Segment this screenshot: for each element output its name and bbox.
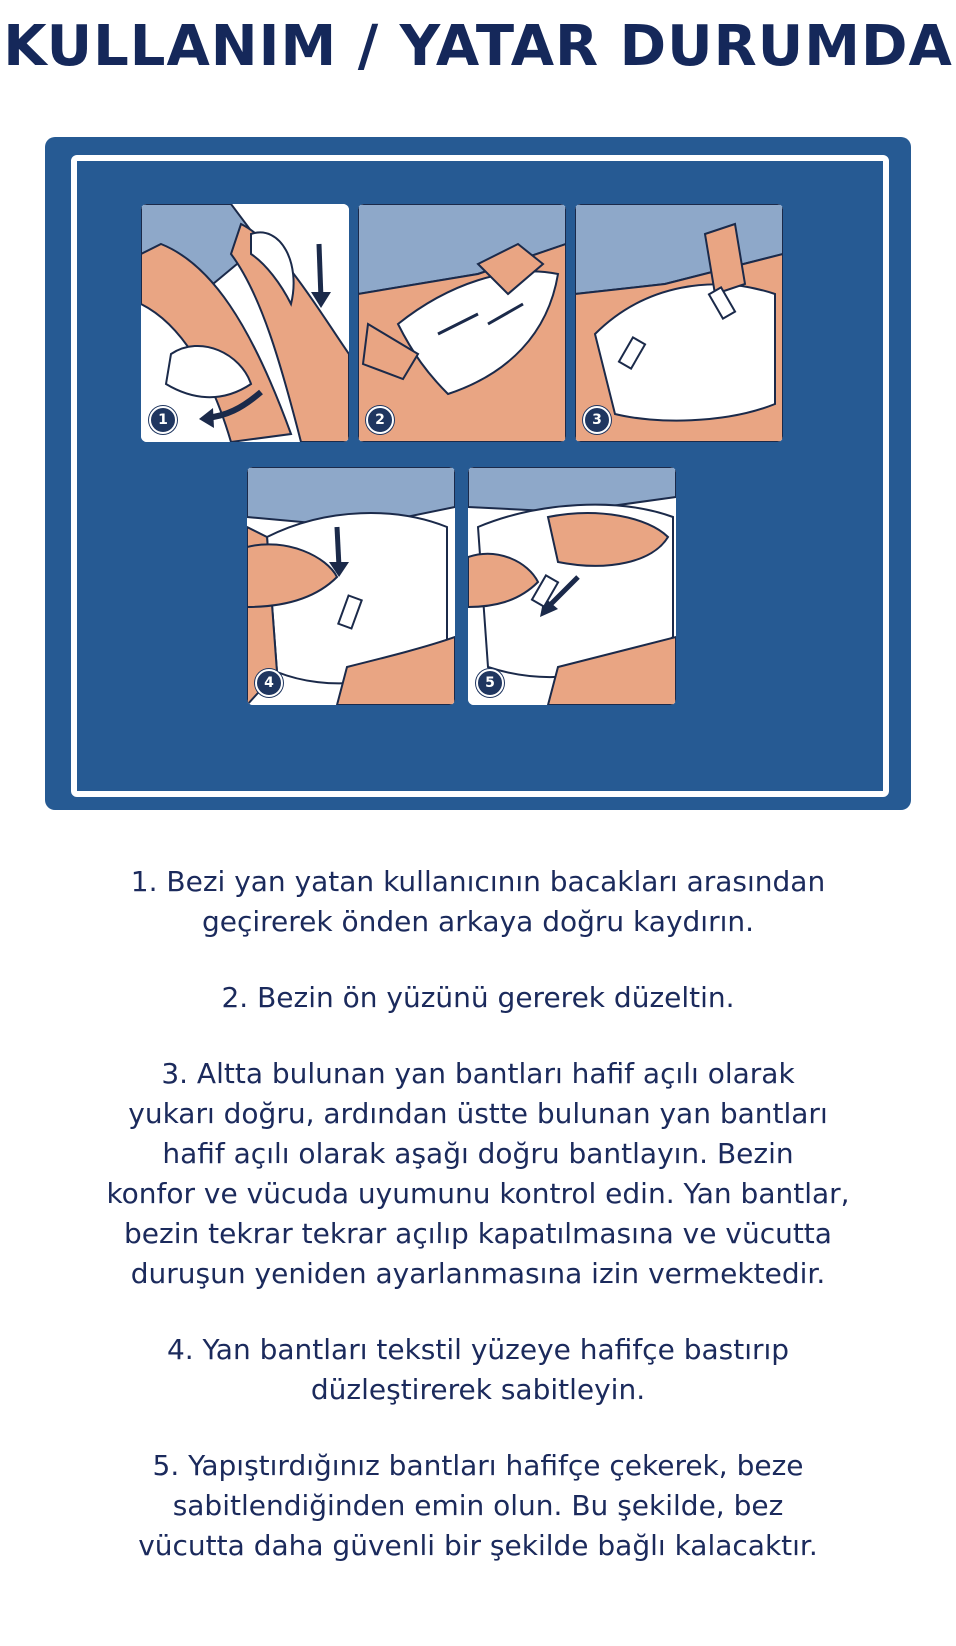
- step-5-illustration: [468, 467, 676, 705]
- diaper-insert-illustration: [141, 204, 349, 442]
- step-4-illustration: [247, 467, 455, 705]
- instructions-list: [50, 862, 906, 1602]
- step-badge: 2: [366, 406, 394, 434]
- step-2-illustration: [358, 204, 566, 442]
- step-badge: 1: [149, 406, 177, 434]
- diaper-tape-illustration: [575, 204, 783, 442]
- instruction-step-1: 1. Bezi yan yatan kullanıcının bacakları arasından geçirerek önden arkaya doğru kaydırın.: [130, 865, 826, 938]
- instruction-step-4: 4. Yan bantları tekstil yüzeye hafifçe bastırıp düzleştirerek sabitleyin.: [166, 1333, 790, 1406]
- instruction-step-3: 3. Altta bulunan yan bantları hafif açılı olarak yukarı doğru, ardından üstte bulunan yan bantları hafif açılı olarak aşağı doğru bantlayın. Bezin konfor ve vücuda uyumunu kontrol edin. Yan bantlar, bezin tekrar tekrar açılıp kapatılmasına ve vücutta duruşun yeniden ayarlanmasına izin vermektedir.: [106, 1057, 850, 1290]
- illustration-panel: [45, 137, 911, 810]
- step-3-illustration: [575, 204, 783, 442]
- step-1-illustration: [141, 204, 349, 442]
- diaper-stretch-illustration: [358, 204, 566, 442]
- step-badge: 3: [583, 406, 611, 434]
- page-title: KULLANIM / YATAR DURUMDA: [3, 14, 953, 79]
- step-badge: 5: [476, 669, 504, 697]
- step-badge: 4: [255, 669, 283, 697]
- tape-press-illustration: [247, 467, 455, 705]
- illustration-frame: [71, 155, 889, 797]
- instruction-step-5: 5. Yapıştırdığınız bantları hafifçe çekerek, beze sabitlendiğinden emin olun. Bu şekilde, bez vücutta daha güvenli bir şekilde bağlı kalacaktır.: [138, 1449, 818, 1562]
- tape-check-illustration: [468, 467, 676, 705]
- instruction-step-2: 2. Bezin ön yüzünü gererek düzeltin.: [221, 981, 735, 1014]
